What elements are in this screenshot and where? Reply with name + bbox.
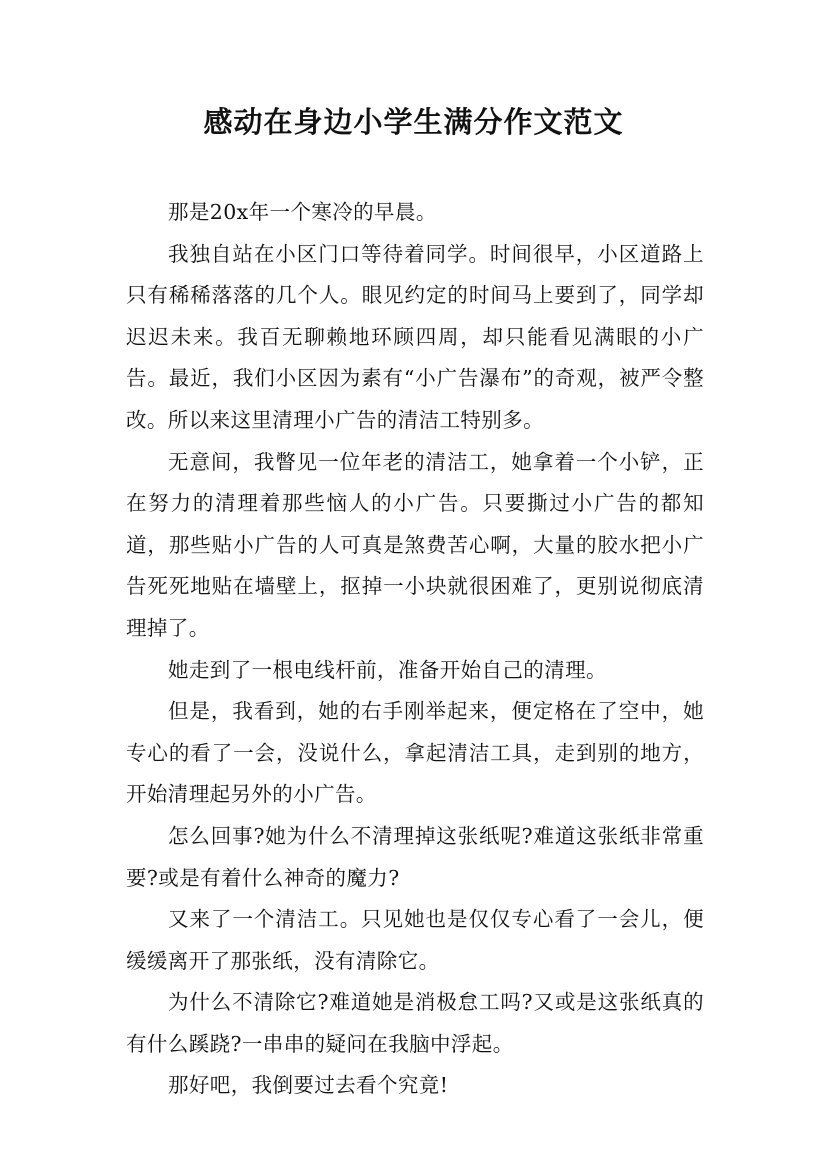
document-body: [126, 192, 704, 1107]
paragraph: 又来了一个清洁工。只见她也是仅仅专心看了一会儿，便缓缓离开了那张纸，没有清除它。: [126, 907, 704, 973]
paragraph: 无意间，我瞥见一位年老的清洁工，她拿着一个小铲，正在努力的清理着那些恼人的小广告。只要撕过小广告的都知道，那些贴小广告的人可真是煞费苦心啊，大量的胶水把小广告死死地贴在墙壁上，抠掉一小块就很困难了，更别说彻底清理掉了。: [126, 449, 704, 640]
document-title: 感动在身边小学生满分作文范文: [203, 105, 624, 139]
paragraph: 怎么回事?她为什么不清理掉这张纸呢?难道这张纸非常重要?或是有着什么神奇的魔力?: [126, 823, 704, 890]
paragraph: 为什么不清除它?难道她是消极怠工吗?又或是这张纸真的有什么蹊跷?一串串的疑问在我脑中浮起。: [126, 990, 704, 1056]
paragraph: 她走到了一根电线杆前，准备开始自己的清理。: [168, 657, 607, 682]
paragraph: 我独自站在小区门口等待着同学。时间很早，小区道路上只有稀稀落落的几个人。眼见约定的时间马上要到了，同学却迟迟未来。我百无聊赖地环顾四周，却只能看见满眼的小广告。最近，我们小区因为素有“小广告瀑布”的奇观，被严令整改。所以来这里清理小广告的清洁工特别多。: [126, 241, 704, 432]
paragraph: 那是20x年一个寒冷的早晨。: [168, 200, 437, 224]
paragraph: 但是，我看到，她的右手刚举起来，便定格在了空中，她专心的看了一会，没说什么，拿起清洁工具，走到别的地方，开始清理起另外的小广告。: [126, 699, 704, 807]
paragraph: 那好吧，我倒要过去看个究竟!: [168, 1073, 449, 1098]
